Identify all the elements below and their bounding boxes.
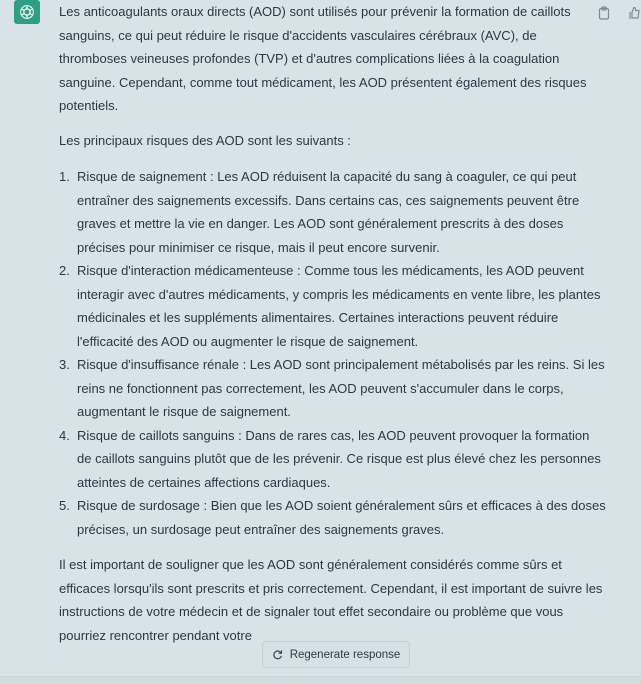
risks-heading: Les principaux risques des AOD sont les suivants : [59,132,351,148]
list-text: Risque de caillots sanguins : Dans de rares cas, les AOD peuvent provoquer la formation de caillots sanguins plutôt que de les prévenir. Ce risque est plus élevé chez les personnes atteintes de certaines affections cardiaques. [77,427,601,490]
thumbs-up-icon[interactable] [628,6,640,20]
list-text: Risque d'interaction médicamenteuse : Comme tous les médicaments, les AOD peuvent interagir avec d'autres médicaments, y compris les médicaments en vente libre, les plantes médicinales et les suppléments alimentaires. Certaines interactions peuvent réduire l'efficacité des AOD ou augmenter le risque de saignement. [77,263,601,349]
list-number: 5. [59,498,70,513]
list-text: Risque de surdosage : Bien que les AOD soient généralement sûrs et efficaces à des doses précises, un surdosage peut entraîner des saignements graves. [77,498,606,537]
list-item [59,353,607,424]
assistant-avatar [14,0,40,24]
list-number: 3. [59,357,70,372]
list-item [59,424,607,495]
list-text: Risque d'insuffisance rénale : Les AOD sont principalement métabolisés par les reins. Si les reins ne fonctionnent pas correctement, les AOD peuvent s'accumuler dans le corps, augmentant le risque de saignement. [77,357,605,419]
list-number: 2. [59,263,70,278]
list-text: Risque de saignement : Les AOD réduisent la capacité du sang à coaguler, ce qui peut entraîner des saignements excessifs. Dans certains cas, ces saignements peuvent être graves et mettre la vie en danger. Les AOD sont généralement prescrits à des doses précises pour minimiser ce risque, mais il peut encore survenir. [77,169,580,255]
openai-logo-icon [18,3,36,21]
closing-paragraph: Il est important de souligner que les AOD sont généralement considérés comme sûrs et efficaces lorsqu'ils sont prescrits et pris correctement. Cependant, il est important de suivre les instructions de votre médecin et de signaler tout effet secondaire ou problème que vous pourriez rencontrer pendant votre [59,557,603,643]
list-item [59,259,607,353]
intro-paragraph: Les anticoagulants oraux directs (AOD) sont utilisés pour prévenir la formation de caillots sanguins, ce qui peut réduire le risque d'accidents vasculaires cérébraux (AVC), de thromboses veineuses profondes (TVP) et d'autres complications liées à la coagulation sanguine. Cependant, comme tout médicament, les AOD présentent également des risques potentiels. [59,4,587,113]
list-number: 4. [59,427,70,443]
assistant-message [59,0,607,647]
regenerate-response-button[interactable] [262,641,410,668]
regenerate-label: Regenerate response [289,648,401,661]
list-number: 1. [59,169,70,184]
refresh-icon [272,649,283,660]
risks-list [59,165,607,541]
list-item [59,165,607,259]
list-item [59,494,607,541]
